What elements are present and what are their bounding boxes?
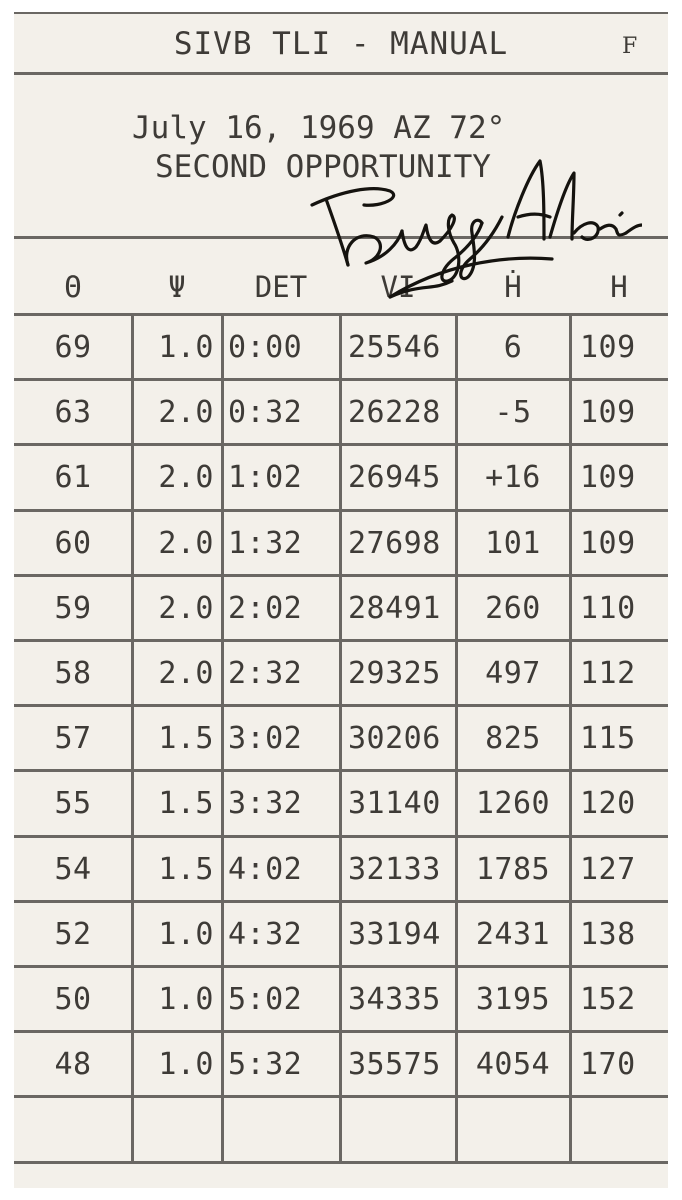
table-cell-psi: 2.0	[158, 656, 214, 691]
table-cell-h-dot: -5	[494, 395, 532, 431]
title-rule	[14, 72, 668, 75]
table-cell-vi: 35575	[348, 1047, 441, 1083]
table-cell-vi: 25546	[348, 330, 441, 365]
table-cell-theta: 69	[54, 330, 92, 365]
table-cell-psi: 2.0	[158, 395, 214, 431]
table-cell-h-dot: 3195	[475, 982, 551, 1017]
table-cell-h-dot: 1260	[475, 786, 551, 822]
table-cell-vi: 29325	[348, 656, 441, 691]
opportunity-line: SECOND OPPORTUNITY	[155, 149, 491, 185]
table-cell-det: 4:32	[228, 916, 303, 952]
table-cell-h: 170	[580, 1047, 636, 1083]
column-header-det: DET	[254, 270, 308, 304]
column-header-h-dot: Ḣ	[504, 270, 522, 304]
table-cell-vi: 31140	[348, 786, 441, 822]
table-cell-theta: 54	[54, 851, 92, 887]
table-cell-psi: 1.5	[158, 786, 214, 822]
table-cell-det: 0:00	[228, 330, 303, 365]
table-cell-det: 1:32	[228, 525, 303, 561]
card-top-rule	[14, 12, 668, 14]
tli-card	[14, 12, 668, 1188]
table-cell-h: 109	[580, 330, 636, 365]
table-cell-vi: 26945	[348, 460, 441, 496]
table-cell-det: 2:32	[228, 656, 303, 691]
signature-autograph	[282, 147, 642, 322]
corner-mark: F	[622, 34, 638, 59]
table-cell-psi: 2.0	[158, 525, 214, 561]
table-cell-theta: 50	[54, 982, 92, 1017]
table-cell-h-dot: 497	[485, 656, 541, 691]
table-cell-h-dot: 6	[503, 330, 523, 365]
table-cell-h: 152	[580, 982, 636, 1017]
table-cell-theta: 63	[54, 395, 92, 431]
table-cell-psi: 1.0	[158, 1047, 214, 1083]
table-cell-theta: 59	[54, 590, 92, 626]
table-cell-theta: 61	[54, 460, 92, 496]
table-cell-h: 110	[580, 590, 636, 626]
table-cell-det: 5:32	[228, 1047, 303, 1083]
table-cell-h-dot: 260	[485, 590, 541, 626]
table-cell-vi: 27698	[348, 525, 441, 561]
table-cell-h-dot: 825	[485, 721, 541, 757]
table-cell-vi: 33194	[348, 916, 441, 952]
table-cell-theta: 55	[54, 786, 92, 822]
table-cell-theta: 57	[54, 721, 92, 757]
table-cell-h-dot: 101	[485, 525, 541, 561]
table-cell-h-dot: 2431	[475, 916, 551, 952]
column-header-theta: Θ	[64, 270, 82, 304]
table-cell-det: 1:02	[228, 460, 303, 496]
table-cell-h: 109	[580, 395, 636, 431]
column-header-h: H	[610, 270, 628, 304]
table-cell-det: 0:32	[228, 395, 303, 431]
table-cell-h: 138	[580, 916, 636, 952]
table-cell-psi: 1.0	[158, 982, 214, 1017]
table-cell-det: 3:02	[228, 721, 303, 757]
table-cell-det: 5:02	[228, 982, 303, 1017]
table-cell-vi: 28491	[348, 590, 441, 626]
table-cell-h: 109	[580, 460, 636, 496]
table-cell-psi: 2.0	[158, 460, 214, 496]
table-cell-psi: 2.0	[158, 590, 214, 626]
table-cell-h: 120	[580, 786, 636, 822]
table-cell-psi: 1.0	[158, 916, 214, 952]
table-cell-vi: 34335	[348, 982, 441, 1017]
table-cell-vi: 26228	[348, 395, 441, 431]
table-cell-psi: 1.5	[158, 721, 214, 757]
column-header-vi: VI	[380, 270, 416, 304]
card-title: SIVB TLI - MANUAL	[173, 26, 509, 62]
date-line: July 16, 1969 AZ 72°	[132, 110, 506, 146]
table-cell-vi: 30206	[348, 721, 441, 757]
table-cell-theta: 48	[54, 1047, 92, 1083]
table-cell-h-dot: +16	[485, 460, 541, 496]
table-cell-theta: 58	[54, 656, 92, 691]
table-cell-h: 109	[580, 525, 636, 561]
table-cell-h-dot: 4054	[475, 1047, 551, 1083]
table-cell-theta: 52	[54, 916, 92, 952]
table-cell-theta: 60	[54, 525, 92, 561]
table-cell-psi: 1.0	[158, 330, 214, 365]
table-cell-det: 3:32	[228, 786, 303, 822]
table-cell-h-dot: 1785	[475, 851, 551, 887]
table-cell-vi: 32133	[348, 851, 441, 887]
table-cell-h: 112	[580, 656, 636, 691]
table-cell-psi: 1.5	[158, 851, 214, 887]
table-cell-det: 2:02	[228, 590, 303, 626]
column-header-psi: Ψ	[168, 270, 186, 304]
table-cell-h: 127	[580, 851, 636, 887]
table-cell-h: 115	[580, 721, 636, 757]
table-cell-det: 4:02	[228, 851, 303, 887]
